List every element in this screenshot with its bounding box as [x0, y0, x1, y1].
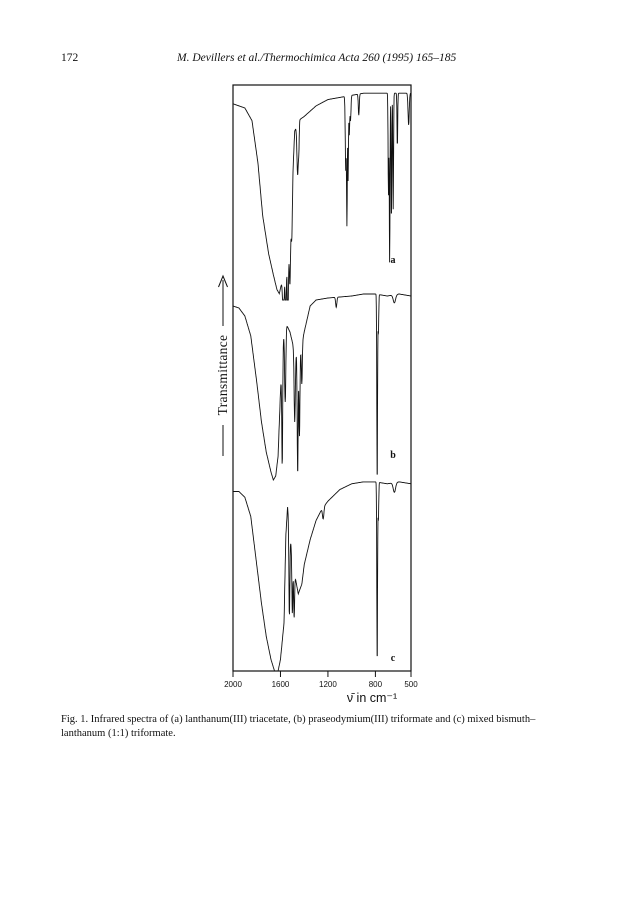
spectrum-curve-c — [233, 482, 411, 671]
x-axis — [224, 671, 418, 689]
spectrum-label-b: b — [390, 450, 396, 461]
y-axis-label: Transmittance — [215, 334, 230, 416]
page-number: 172 — [61, 52, 79, 64]
spectrum-label-c: c — [390, 653, 396, 664]
spectrum-labels — [390, 255, 396, 664]
y-axis-label-group — [215, 276, 230, 456]
plot-frame — [233, 85, 411, 671]
spectrum-curve-a — [233, 93, 411, 300]
x-tick-label-1200: 1200 — [319, 680, 337, 689]
spectra-curves — [233, 93, 411, 671]
spectrum-curve-b — [233, 294, 411, 480]
spectrum-label-a: a — [390, 255, 396, 266]
x-tick-label-1600: 1600 — [271, 680, 290, 689]
x-tick-label-500: 500 — [404, 680, 418, 689]
x-tick-label-800: 800 — [368, 680, 383, 689]
x-tick-label-2000: 2000 — [224, 680, 242, 689]
running-head: M. Devillers et al./Thermochimica Acta 260 (1995) 165–185 — [177, 52, 457, 64]
figure-caption: Fig. 1. Infrared spectra of (a) lanthanum(III) triacetate, (b) praseodymium(III) triformate and (c) mixed bismuth–lanthanum (1:1) triformate. — [61, 714, 536, 739]
x-axis-label: ν̄ in cm⁻¹ — [346, 691, 398, 705]
